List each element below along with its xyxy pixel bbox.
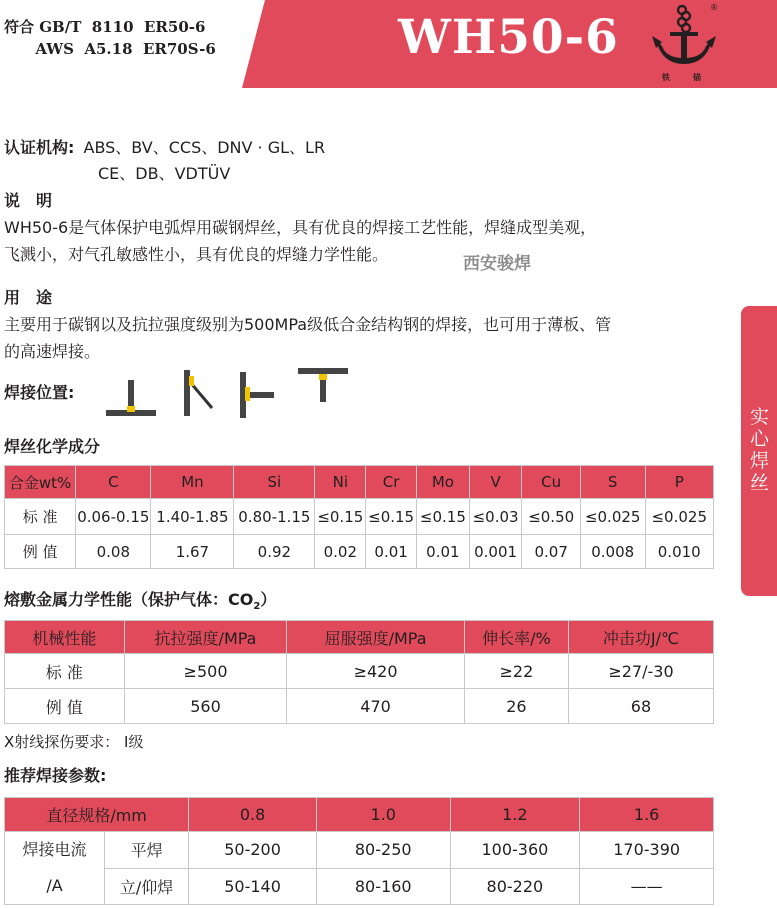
table-row [5, 832, 714, 869]
table-cell: ≤0.025 [580, 499, 645, 535]
chemistry-heading: 焊丝化学成分 [4, 437, 101, 456]
table-cell: 170-390 [580, 832, 714, 869]
chem-header-cell: Mo [417, 466, 470, 499]
position-cell: 平焊 [104, 832, 188, 869]
table-cell: 标 准 [5, 499, 76, 535]
chem-header-cell: S [580, 466, 645, 499]
table-cell: ≥27/-30 [568, 654, 713, 689]
table-cell: ≤0.15 [366, 499, 417, 535]
xray-requirement: X射线探伤要求： Ⅰ级 [4, 733, 144, 751]
table-cell: 470 [287, 689, 464, 724]
table-cell: ≥500 [124, 654, 287, 689]
description-heading: 说 明 [4, 191, 53, 210]
current-label-line-1: 焊接电流 [22, 840, 87, 859]
table-cell: 0.010 [645, 535, 714, 569]
flat-fillet-position-icon [104, 378, 158, 420]
mech-header-cell: 伸长率/% [464, 621, 568, 654]
params-header-row [5, 798, 714, 832]
mech-header-cell: 抗拉强度/MPa [124, 621, 287, 654]
anchor-logo [648, 2, 720, 86]
brand-char-1: 铁 [662, 73, 670, 82]
description-line-2: 飞溅小，对气孔敏感性小，具有优良的焊缝力学性能。 [4, 245, 389, 264]
table-cell: 1.40-1.85 [151, 499, 234, 535]
certification-bodies-1: ABS、BV、CCS、DNV · GL、LR [83, 138, 326, 157]
table-row [5, 654, 714, 689]
chem-header-cell: 合金wt% [5, 466, 76, 499]
chem-header-cell: Ni [315, 466, 366, 499]
table-cell: 0.01 [366, 535, 417, 569]
diameter-cell: 1.6 [580, 798, 714, 832]
table-cell: 0.07 [522, 535, 580, 569]
table-cell: 50-140 [189, 868, 317, 905]
table-cell: 例 值 [5, 689, 125, 724]
table-cell: 50-200 [189, 832, 317, 869]
current-label [5, 832, 105, 905]
table-cell: 例 值 [5, 535, 76, 569]
mechanical-heading-subscript: 2 [253, 601, 261, 613]
overhead-position-icon [296, 366, 350, 406]
table-cell: 68 [568, 689, 713, 724]
table-row [5, 868, 714, 905]
horizontal-position-icon [236, 370, 276, 420]
table-cell: 26 [464, 689, 568, 724]
product-name: WH50-6 [398, 10, 619, 65]
table-cell: 0.80-1.15 [234, 499, 315, 535]
side-tab[interactable] [741, 306, 777, 596]
table-row [5, 535, 714, 569]
table-cell: 560 [124, 689, 287, 724]
table-cell: 0.06-0.15 [76, 499, 151, 535]
mechanical-header-row [5, 621, 714, 654]
table-cell: ≤0.03 [469, 499, 522, 535]
usage-line-2: 的高速焊接。 [4, 342, 101, 361]
anchor-icon [648, 2, 720, 72]
usage-heading: 用 途 [4, 288, 53, 307]
table-cell: ≤0.025 [645, 499, 714, 535]
table-cell: 0.001 [469, 535, 522, 569]
table-cell: 0.02 [315, 535, 366, 569]
chem-header-cell: C [76, 466, 151, 499]
certification-bodies-2: CE、DB、VDTÜV [98, 164, 231, 183]
brand-char-2: 锚 [693, 73, 701, 82]
diameter-cell: 1.2 [450, 798, 580, 832]
side-tab-label: 实心焊丝 [750, 406, 770, 494]
table-cell: 0.008 [580, 535, 645, 569]
chem-header-cell: Mn [151, 466, 234, 499]
chem-header-cell: P [645, 466, 714, 499]
table-cell: 100-360 [450, 832, 580, 869]
table-cell: ≤0.50 [522, 499, 580, 535]
chemistry-table [4, 465, 714, 569]
table-cell: —— [580, 868, 714, 905]
watermark: 西安骏焊 [463, 254, 531, 274]
standard-line-1: 符合 GB/T 8110 ER50-6 [4, 18, 206, 36]
table-cell: 标 准 [5, 654, 125, 689]
table-cell: 0.01 [417, 535, 470, 569]
mechanical-heading-text: 熔敷金属力学性能（保护气体：CO [4, 590, 254, 609]
table-cell: ≤0.15 [315, 499, 366, 535]
mech-header-cell: 屈服强度/MPa [287, 621, 464, 654]
table-cell: 80-160 [316, 868, 450, 905]
diameter-cell: 1.0 [316, 798, 450, 832]
diameter-cell: 0.8 [189, 798, 317, 832]
table-row [5, 499, 714, 535]
usage-line-1: 主要用于碳钢以及抗拉强度级别为500MPa级低合金结构钢的焊接，也可用于薄板、管 [4, 315, 612, 334]
diameter-label: 直径规格/mm [5, 798, 189, 832]
table-cell: ≥22 [464, 654, 568, 689]
chemistry-header-row [5, 466, 714, 499]
table-cell: 80-250 [316, 832, 450, 869]
current-label-line-2: /A [46, 876, 63, 895]
table-cell: 1.67 [151, 535, 234, 569]
mech-header-cell: 冲击功J/℃ [568, 621, 713, 654]
mech-header-cell: 机械性能 [5, 621, 125, 654]
mechanical-heading-end: ） [260, 590, 277, 609]
chem-header-cell: V [469, 466, 522, 499]
chem-header-cell: Si [234, 466, 315, 499]
description-line-1: WH50-6是气体保护电弧焊用碳钢焊丝，具有优良的焊接工艺性能，焊缝成型美观， [4, 218, 597, 237]
table-row [5, 689, 714, 724]
welding-position-label: 焊接位置: [4, 383, 75, 402]
registered-mark: ® [710, 3, 718, 12]
vertical-position-icon [180, 368, 220, 418]
table-cell: 0.92 [234, 535, 315, 569]
params-table [4, 797, 714, 905]
table-cell: ≤0.15 [417, 499, 470, 535]
position-cell: 立/仰焊 [104, 868, 188, 905]
certification-line-1 [4, 135, 325, 161]
chem-header-cell: Cu [522, 466, 580, 499]
certification-label: 认证机构: [4, 138, 75, 157]
params-heading: 推荐焊接参数: [4, 766, 107, 785]
table-cell: ≥420 [287, 654, 464, 689]
standard-line-2: AWS A5.18 ER70S-6 [4, 40, 216, 58]
chem-header-cell: Cr [366, 466, 417, 499]
mechanical-table [4, 620, 714, 724]
table-cell: 80-220 [450, 868, 580, 905]
table-cell: 0.08 [76, 535, 151, 569]
mechanical-heading [4, 587, 276, 620]
